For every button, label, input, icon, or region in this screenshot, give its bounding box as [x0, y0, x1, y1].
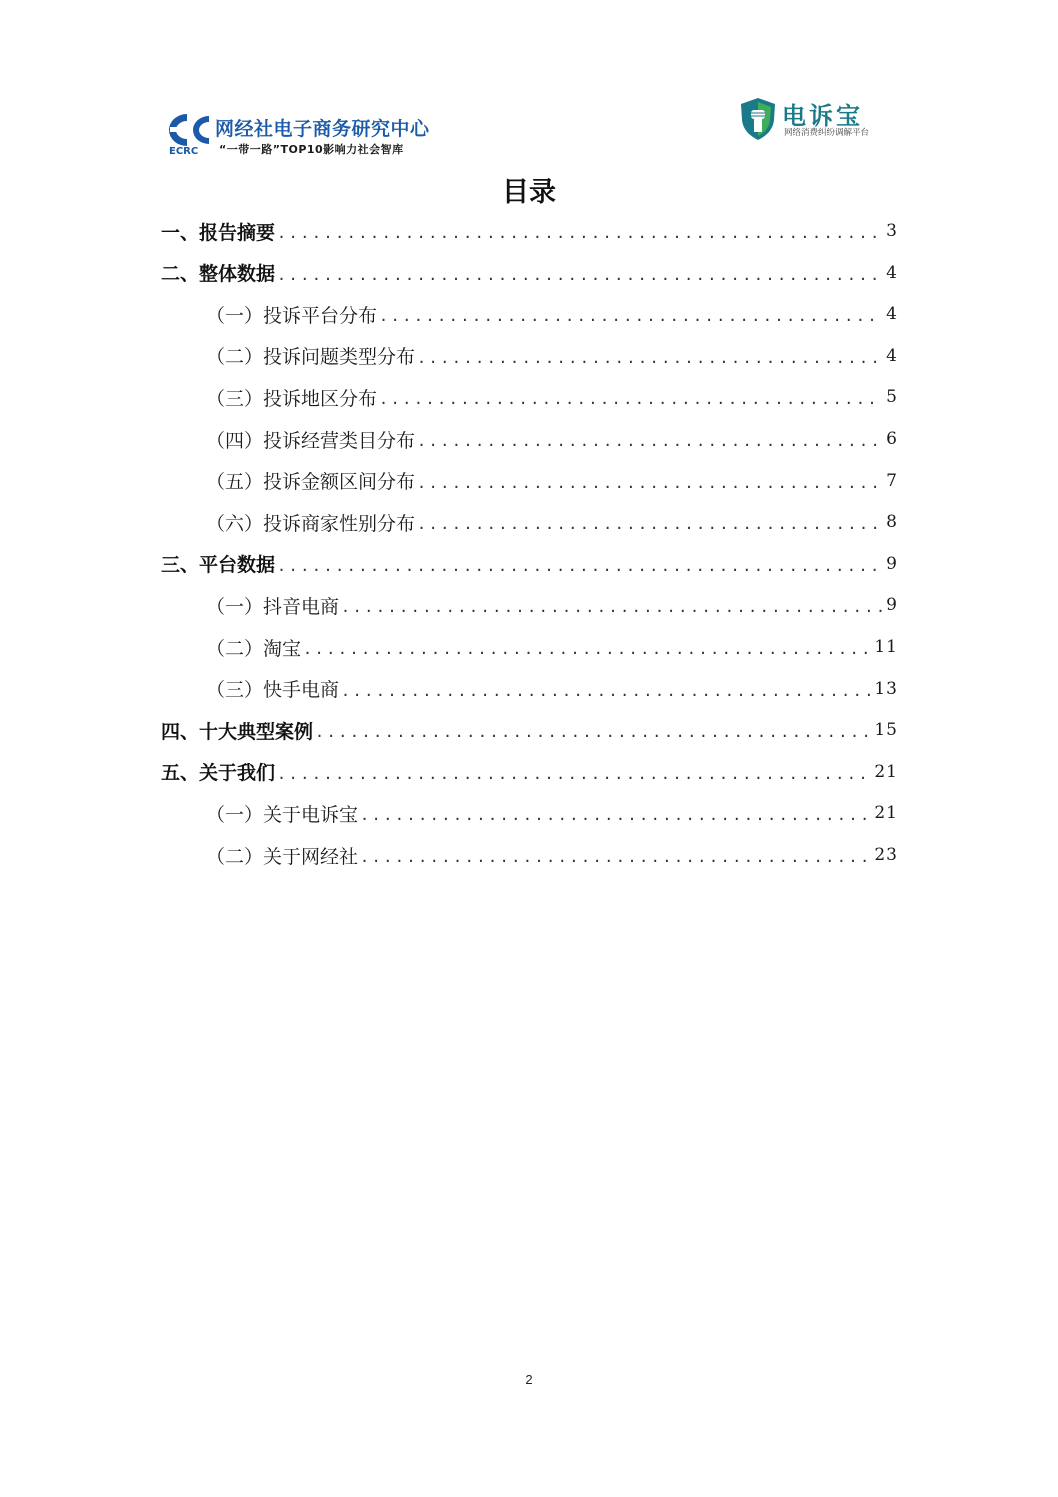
- toc-entry-label: （一）投诉平台分布: [206, 304, 378, 327]
- toc-entry-label: （二）淘宝: [206, 637, 302, 660]
- toc-entry-label: 二、整体数据: [161, 263, 276, 286]
- toc-entry-page: 6: [886, 429, 898, 449]
- toc-dot-leader: [303, 640, 870, 658]
- toc-dot-leader: [277, 224, 882, 242]
- dianshubao-name: 电诉宝: [782, 102, 863, 130]
- ecrc-abbr: ECRC: [169, 146, 199, 157]
- ecrc-slogan: “一带一路”TOP10影响力社会智库: [219, 143, 404, 156]
- toc-subsection-row[interactable]: [206, 798, 898, 828]
- toc-entry-page: 15: [874, 720, 898, 741]
- toc-section-row[interactable]: [161, 258, 898, 288]
- toc-entry-page: 7: [886, 470, 898, 491]
- toc-subsection-row[interactable]: [206, 507, 898, 537]
- toc-dot-leader: [379, 307, 882, 325]
- toc-entry-page: 11: [874, 637, 898, 657]
- toc-entry-label: （一）关于电诉宝: [206, 803, 359, 826]
- toc-entry-label: （三）快手电商: [206, 679, 340, 702]
- toc-subsection-row[interactable]: [206, 299, 898, 329]
- toc-entry-page: 21: [874, 761, 898, 782]
- toc-dot-leader: [360, 806, 870, 824]
- toc-dot-leader: [379, 390, 882, 408]
- dianshubao-subtitle: 网络消费纠纷调解平台: [784, 128, 870, 138]
- toc-entry-page: 9: [886, 595, 898, 616]
- ecrc-name: 网经社电子商务研究中心: [215, 118, 430, 140]
- toc-entry-label: 四、十大典型案例: [161, 720, 314, 743]
- toc-entry-label: （一）抖音电商: [206, 595, 340, 618]
- toc-section-row[interactable]: [161, 715, 898, 745]
- toc-dot-leader: [277, 557, 882, 575]
- toc-dot-leader: [360, 848, 870, 866]
- toc-entry-page: 8: [886, 512, 898, 533]
- toc-dot-leader: [277, 266, 882, 284]
- toc-entry-label: （四）投诉经营类目分布: [206, 429, 416, 452]
- toc-dot-leader: [417, 349, 882, 367]
- toc-entry-label: 一、报告摘要: [161, 221, 276, 244]
- toc-section-row[interactable]: [161, 757, 898, 787]
- toc-entry-page: 4: [886, 304, 898, 325]
- toc-entry-page: 23: [874, 845, 898, 865]
- toc-entry-page: 4: [886, 262, 898, 283]
- toc-subsection-row[interactable]: [206, 590, 898, 620]
- toc-dot-leader: [277, 765, 870, 783]
- toc-entry-label: （五）投诉金额区间分布: [206, 471, 416, 494]
- toc-subsection-row[interactable]: [206, 840, 898, 870]
- toc-dot-leader: [341, 682, 870, 700]
- toc-dot-leader: [417, 432, 882, 450]
- ecrc-logo: [163, 110, 433, 158]
- toc-dot-leader: [417, 474, 882, 492]
- toc-entry-label: （六）投诉商家性别分布: [206, 512, 416, 535]
- toc-entry-page: 9: [886, 553, 898, 574]
- toc-entry-label: （二）投诉问题类型分布: [206, 346, 416, 369]
- toc-subsection-row[interactable]: [206, 674, 898, 704]
- page-number: 2: [525, 1372, 533, 1387]
- toc-entry-page: 4: [886, 345, 898, 366]
- toc-entry-page: 3: [886, 221, 898, 241]
- toc-subsection-row[interactable]: [206, 341, 898, 371]
- toc-entry-label: （二）关于网经社: [206, 845, 359, 868]
- toc-section-row[interactable]: [161, 216, 898, 246]
- toc-dot-leader: [315, 723, 870, 741]
- shield-fist-icon: [738, 96, 778, 142]
- toc-entry-label: 三、平台数据: [161, 554, 276, 577]
- toc-entry-label: 五、关于我们: [161, 762, 276, 785]
- toc-entry-label: （三）投诉地区分布: [206, 387, 378, 410]
- toc-dot-leader: [341, 598, 882, 616]
- toc-subsection-row[interactable]: [206, 632, 898, 662]
- toc-section-row[interactable]: [161, 549, 898, 579]
- toc-subsection-row[interactable]: [206, 466, 898, 496]
- toc-subsection-row[interactable]: [206, 382, 898, 412]
- toc-entry-page: 13: [874, 678, 898, 699]
- toc-dot-leader: [417, 515, 882, 533]
- toc-subsection-row[interactable]: [206, 424, 898, 454]
- dianshubao-logo: [738, 96, 888, 142]
- toc-entry-page: 5: [886, 387, 898, 408]
- page-title: 目录: [502, 177, 556, 208]
- toc-entry-page: 21: [874, 803, 898, 824]
